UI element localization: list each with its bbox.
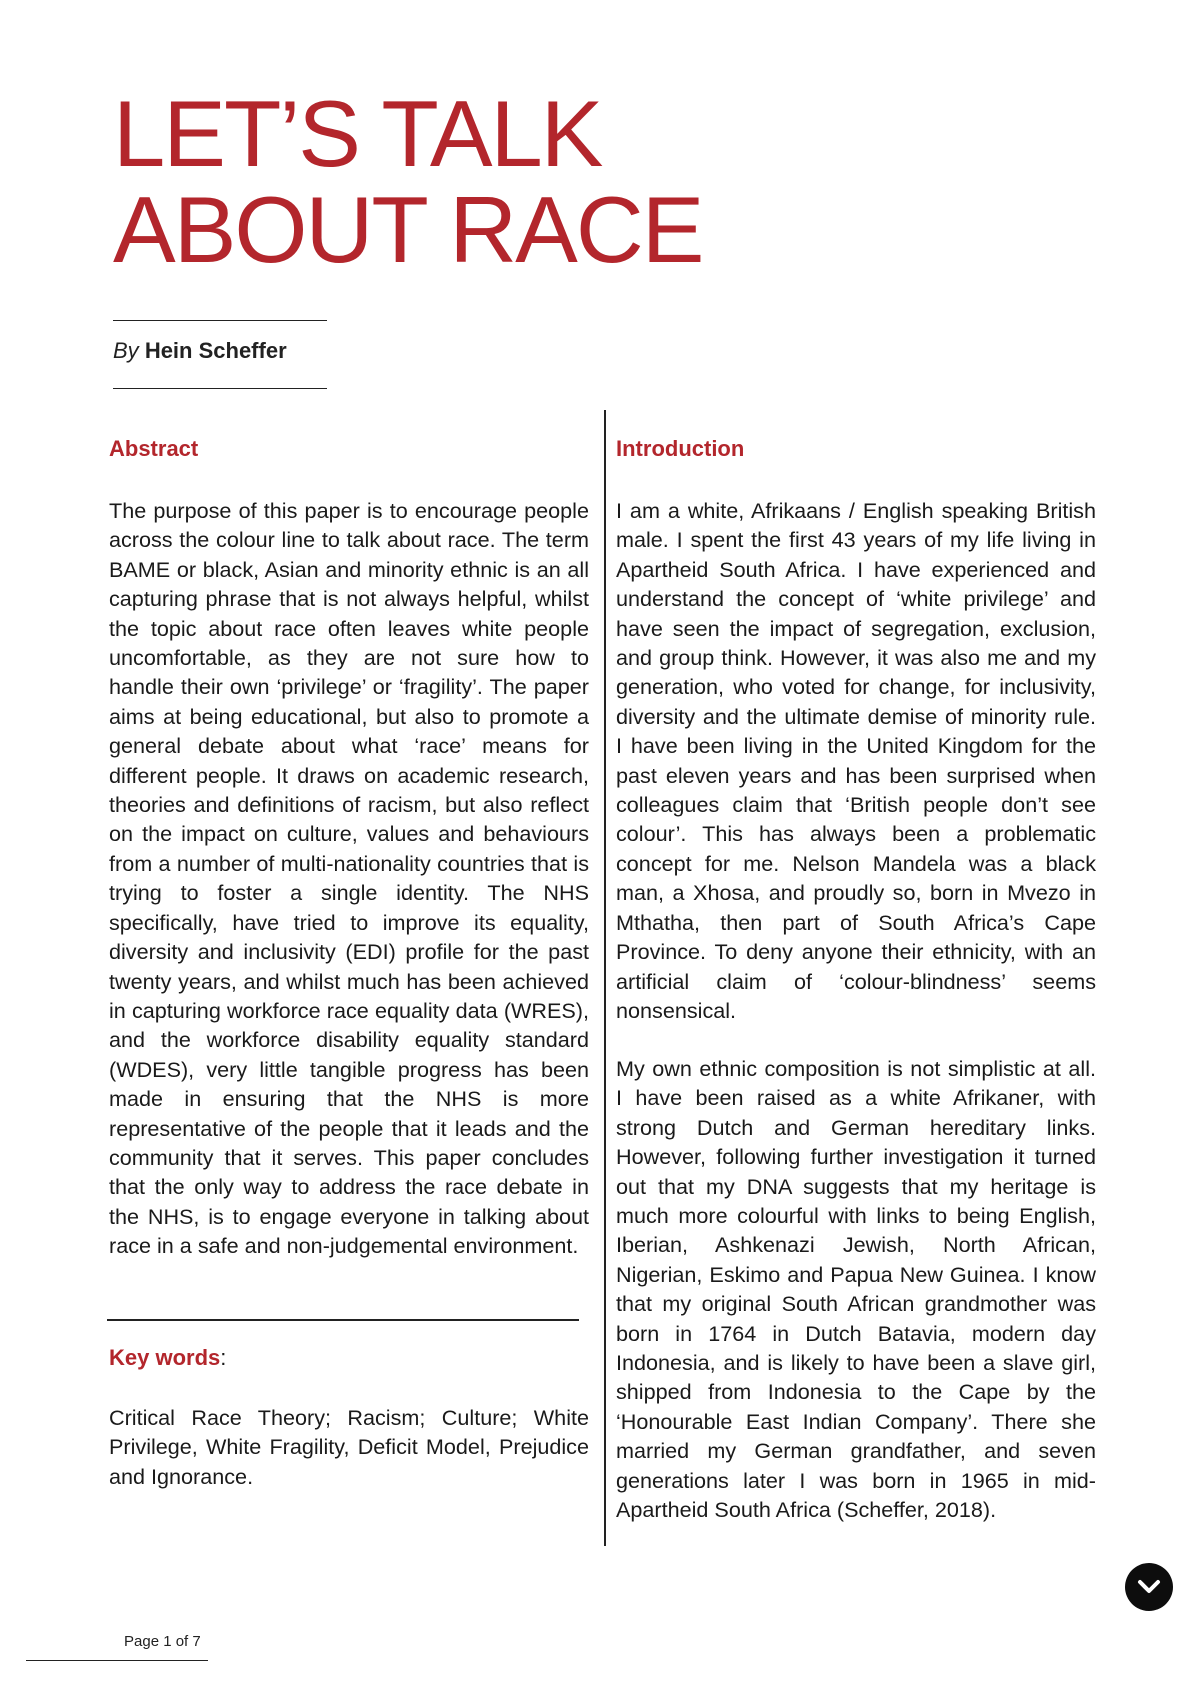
- abstract-text: The purpose of this paper is to encourage people across the colour line to talk about race. The term BAME or black, Asian and minority ethnic is an all capturing phrase that is not always helpful, whilst the topic about race often leaves white people uncomfortable, as they are not sure how to handle their own ‘privilege’ or ‘fragility’. The paper aims at being educational, but also to promote a general debate about what ‘race’ means for different people. It draws on academic research, theories and definitions of racism, but also reflect on the impact on culture, values and behaviours from a number of multi-nationality countries that is trying to foster a single identity. The NHS specifically, have tried to improve its equality, diversity and inclusivity (EDI) profile for the past twenty years, and whilst much has been achieved in capturing workforce race equality data (WRES), and the workforce disability equality standard (WDES), very little tangible progress has been made in ensuring that the NHS is more representative of the people that it leads and the community that it serves. This paper concludes that the only way to address the race debate in the NHS, is to engage everyone in talking about race in a safe and non-judgemental environment.: [109, 498, 589, 1259]
- byline-prefix: By: [113, 338, 139, 363]
- chevron-down-icon: [1137, 1577, 1161, 1597]
- title-line-1: LET’S TALK: [113, 81, 602, 186]
- page-number: Page 1 of 7: [124, 1633, 201, 1650]
- title-line-2: ABOUT RACE: [113, 177, 703, 282]
- column-divider: [604, 410, 606, 1546]
- page-title: [113, 81, 703, 282]
- introduction-paragraph-2: My own ethnic composition is not simplistic at all. I have been raised as a white Afrikaner, with strong Dutch and German hereditary links. However, following further investigation it turned out that my DNA suggests that my heritage is much more colourful with links to being English, Iberian, Ashkenazi Jewish, North African, Nigerian, Eskimo and Papua New Guinea. I know that my original South African grandmother was born in 1764 in Dutch Batavia, modern day Indonesia, and is likely to have been a slave girl, shipped from Indonesia to the Cape by the ‘Honourable East Indian Company’. There she married my German grandfather, and seven generations later I was born in 1965 in mid-Apartheid South Africa (Scheffer, 2018).: [616, 1056, 1096, 1523]
- author-name: Hein Scheffer: [144, 338, 287, 363]
- keywords-text: Critical Race Theory; Racism; Culture; White Privilege, White Fragility, Deficit Model, Prejudice and Ignorance.: [109, 1405, 589, 1489]
- byline: [113, 338, 287, 364]
- scroll-down-button[interactable]: [1125, 1563, 1173, 1611]
- footer-rule: [26, 1660, 208, 1661]
- keywords-heading: [109, 1345, 226, 1371]
- keywords-heading-label: Key words: [109, 1345, 221, 1370]
- keywords-colon: :: [220, 1345, 227, 1370]
- introduction-heading: Introduction: [616, 436, 745, 461]
- introduction-paragraph-1: I am a white, Afrikaans / English speaking British male. I spent the first 43 years of my life living in Apartheid South Africa. I have experienced and understand the concept of ‘white privilege’ and have seen the impact of segregation, exclusion, and group think. However, it was also me and my generation, who voted for change, for inclusivity, diversity and the ultimate demise of minority rule. I have been living in the United Kingdom for the past eleven years and has been surprised when colleagues claim that ‘British people don’t see colour’. This has always been a problematic concept for me. Nelson Mandela was a black man, a Xhosa, and proudly so, born in Mvezo in Mthatha, then part of South Africa’s Cape Province. To deny anyone their ethnicity, with an artificial claim of ‘colour-blindness’ seems nonsensical.: [616, 498, 1096, 1023]
- keywords-rule: [107, 1319, 579, 1321]
- byline-bottom-rule: [113, 388, 327, 389]
- abstract-heading: Abstract: [109, 436, 199, 461]
- byline-top-rule: [113, 320, 327, 321]
